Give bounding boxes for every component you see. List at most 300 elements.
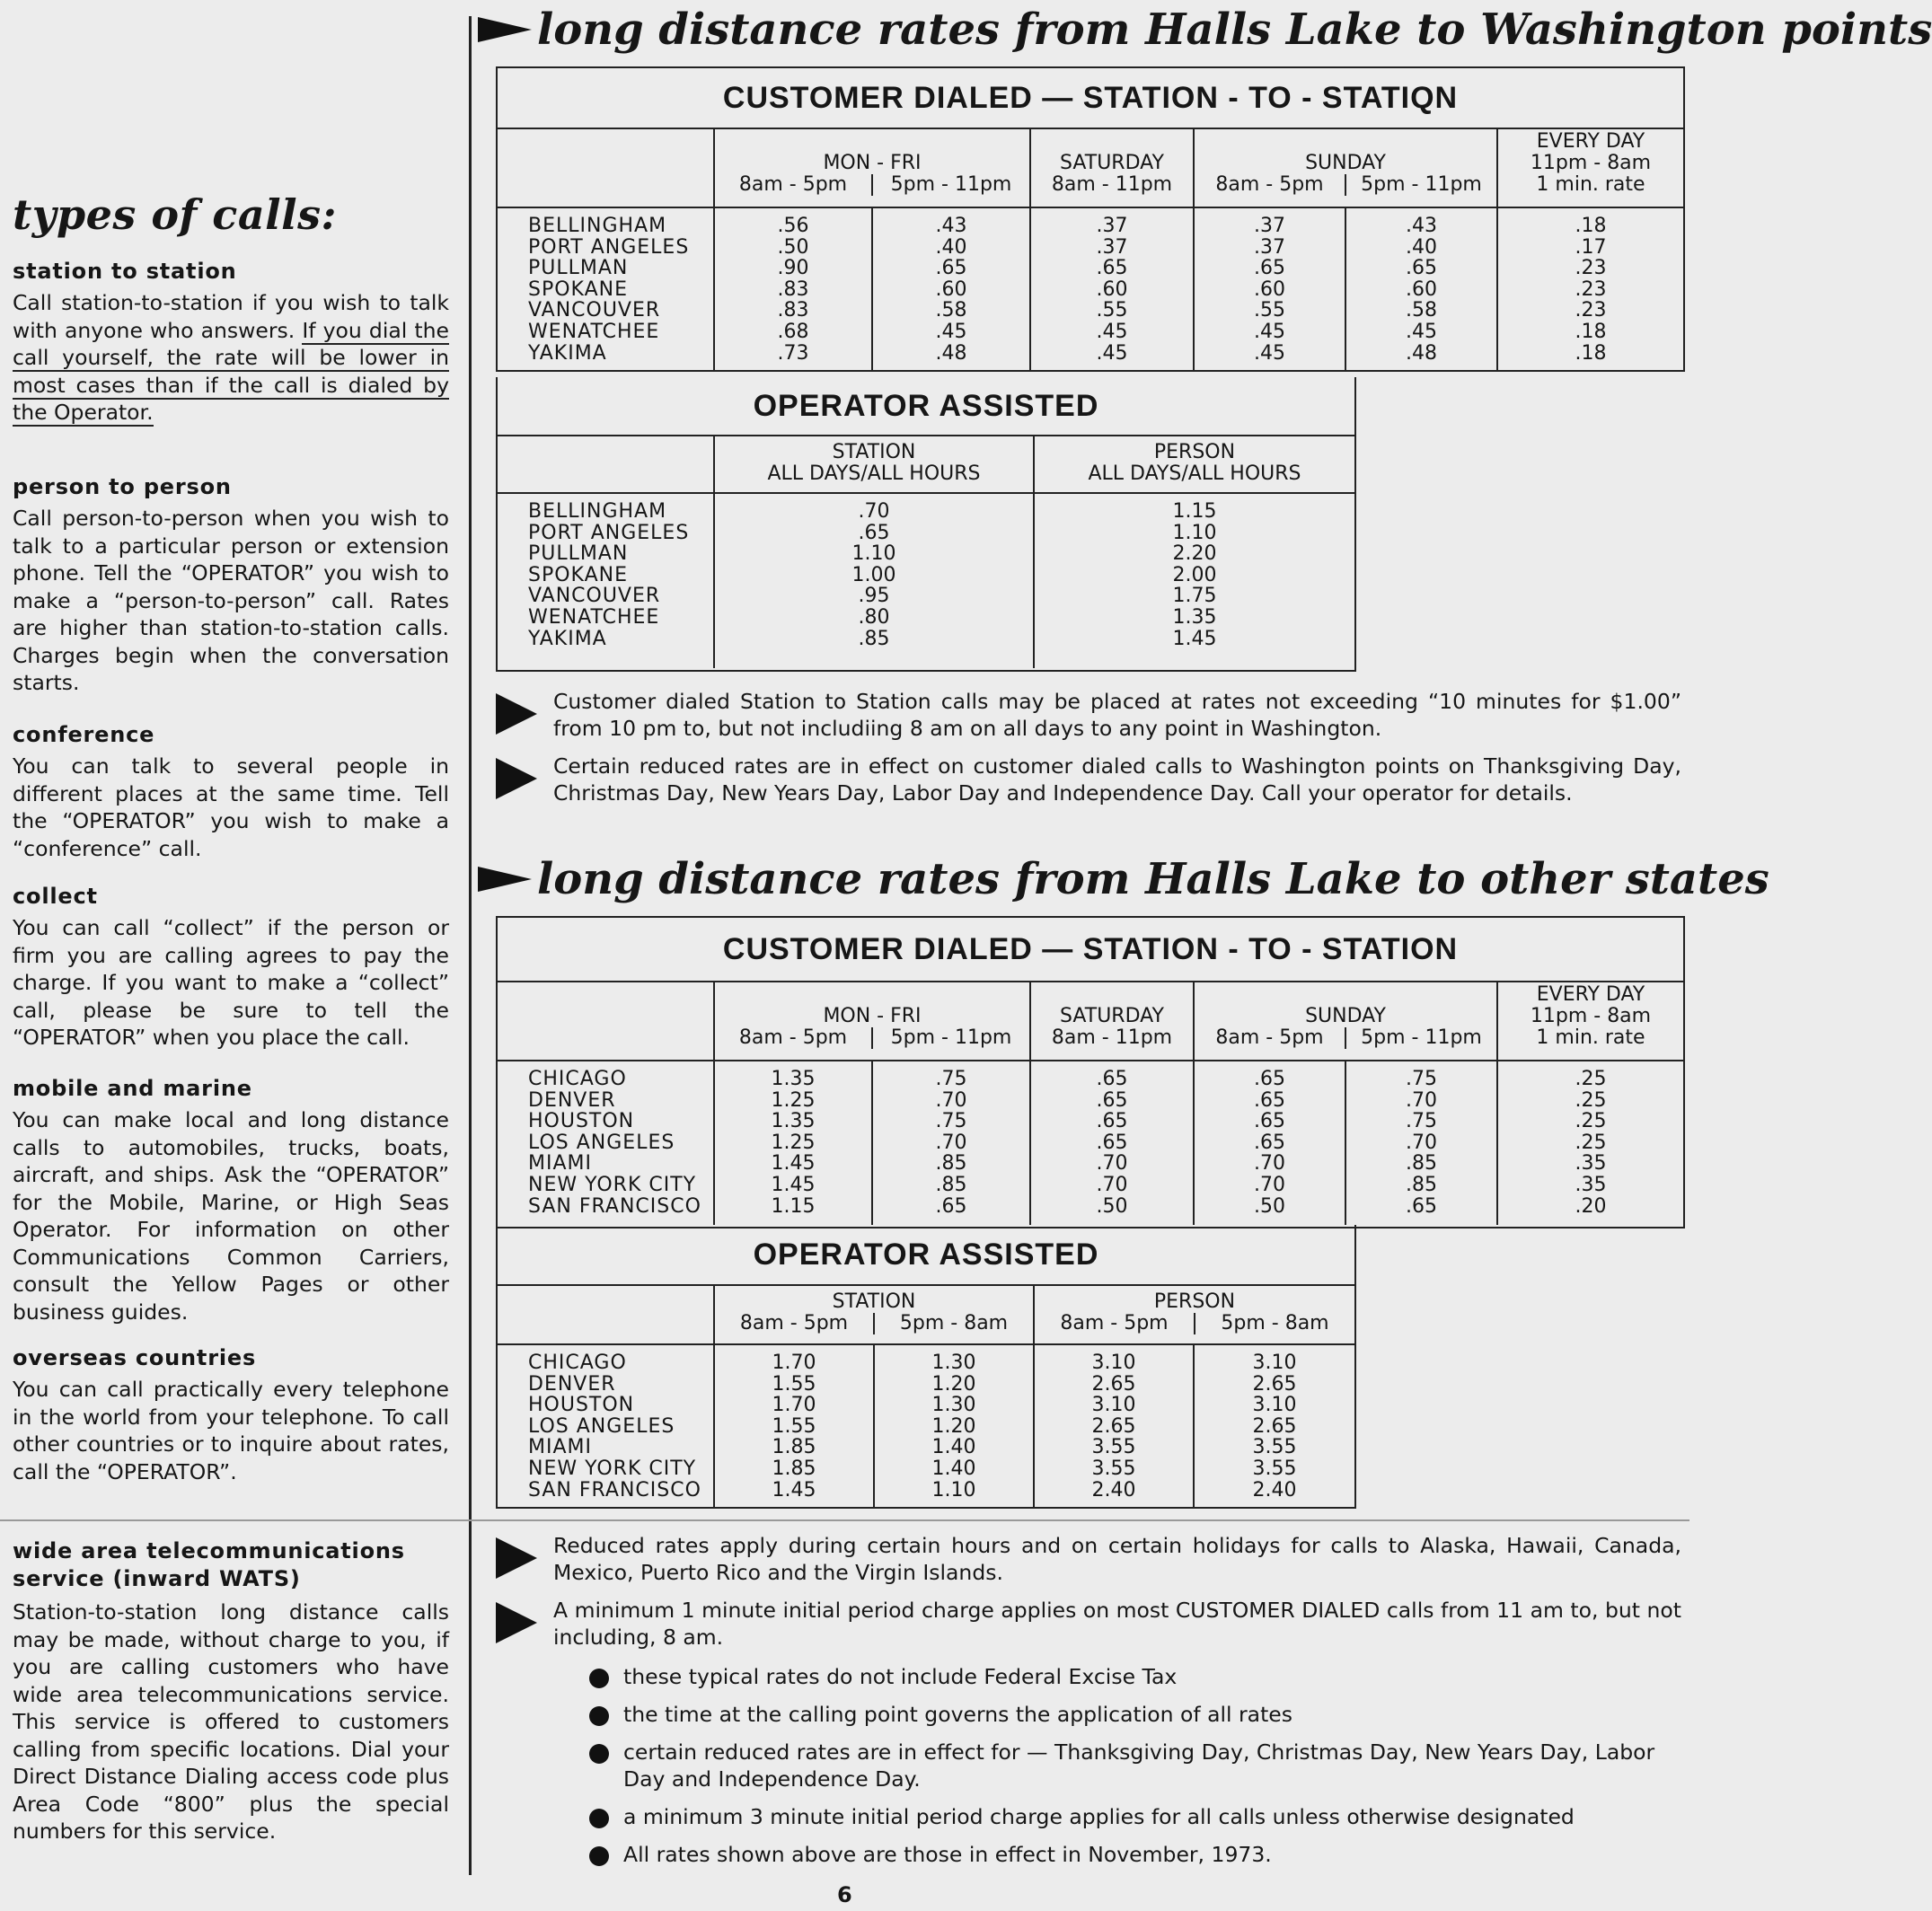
group-label: SUNDAY <box>1305 152 1386 174</box>
section-heading: station to station <box>13 259 237 284</box>
underlined-text: If you dial the call yourself, the rate will be lower in most cases than if the call is dialed by the Operator. <box>13 317 449 425</box>
header-saturday <box>1031 982 1195 1061</box>
table-title: CUSTOMER DIALED — STATION - TO - STATION <box>498 918 1683 982</box>
table-cell: SPOKANE <box>528 563 628 586</box>
header-station <box>715 1286 1035 1345</box>
sub-label: 8am - 5pm <box>715 174 873 196</box>
table-cell: .43 <box>935 215 967 237</box>
table-body <box>498 208 1683 370</box>
table-cell: .37 <box>1254 235 1285 259</box>
header-blank <box>498 982 715 1061</box>
sub-label: 8am - 11pm <box>1051 1026 1173 1049</box>
section-text: Call station-to-station if you wish to talk with anyone who answers. If you dial the call yourself, the rate will be lower in most cases than if the call is dialed by the Operator. <box>13 290 449 425</box>
city-column <box>498 1345 715 1507</box>
sub-label: 8am - 5pm <box>715 1313 875 1334</box>
bullet-text: the time at the calling point governs the application of all rates <box>623 1702 1292 1727</box>
group-label: PERSON <box>1153 1290 1236 1313</box>
table-cell: .25 <box>1575 1131 1607 1154</box>
table-title: OPERATOR ASSISTED <box>498 377 1354 436</box>
header-blank <box>498 1286 715 1345</box>
table-cell: WENATCHEE <box>528 320 660 343</box>
header-saturday <box>1031 129 1195 208</box>
table-body <box>498 1061 1683 1225</box>
table-cell: SPOKANE <box>528 277 628 301</box>
triangle-bullet-icon <box>496 1537 537 1579</box>
rate-column-saturday <box>1031 1061 1195 1225</box>
table-cell: NEW YORK CITY <box>528 1457 697 1480</box>
table-cell: .85 <box>858 627 890 650</box>
table-cell: YAKIMA <box>528 341 607 365</box>
table-cell: .18 <box>1575 320 1607 343</box>
table-cell: 3.10 <box>1091 1394 1136 1417</box>
city-column <box>498 494 715 668</box>
section-conference <box>13 722 449 862</box>
header-person <box>1035 1286 1354 1345</box>
table-cell: .65 <box>1254 1110 1285 1133</box>
table-cell: .70 <box>1406 1088 1437 1112</box>
table-cell: 2.65 <box>1091 1414 1136 1438</box>
rate-column-person-night <box>1195 1345 1354 1507</box>
table-cell: .18 <box>1575 341 1607 365</box>
section-heading: overseas countries <box>13 1345 257 1370</box>
rate-column-sunday-evening <box>1346 208 1498 370</box>
header-person <box>1035 436 1354 494</box>
table-cell: 1.10 <box>931 1478 976 1502</box>
sub-label: 1 min. rate <box>1536 173 1645 196</box>
os-note-1 <box>496 1532 1681 1586</box>
table-cell: .35 <box>1575 1152 1607 1176</box>
table-cell: LOS ANGELES <box>528 1414 675 1438</box>
table-cell: 2.65 <box>1091 1372 1136 1396</box>
table-cell: 2.00 <box>1172 563 1217 586</box>
header-mon-fri <box>715 129 1031 208</box>
table-cell: 1.25 <box>771 1131 816 1154</box>
table-cell: BELLINGHAM <box>528 500 667 523</box>
triangle-bullet-icon <box>496 693 537 735</box>
table-cell: 1.10 <box>1172 521 1217 544</box>
triangle-bullet-icon <box>496 1602 537 1643</box>
rate-column-every-day <box>1498 1061 1683 1225</box>
table-cell: 1.15 <box>771 1194 816 1218</box>
group-label: STATION <box>832 441 916 463</box>
table-cell: .23 <box>1575 277 1607 301</box>
section-text: You can call practically every telephone in the world from your telephone. To call other countries or to inquire about rates, call the “OPERATOR”. <box>13 1377 449 1484</box>
header-blank <box>498 129 715 208</box>
table-cell: MIAMI <box>528 1152 592 1176</box>
table-cell: .58 <box>935 299 967 322</box>
table-header-row <box>498 436 1354 494</box>
bullet-1 <box>589 1663 1681 1690</box>
table-header-row <box>498 1286 1354 1345</box>
group-label: PERSON <box>1153 441 1236 463</box>
section-text: You can call “collect” if the person or firm you are calling agrees to pay the charge. If you want to make a “collect” call, please be sure to tell the “OPERATOR” when you place the call. <box>13 915 449 1050</box>
bullet-4 <box>589 1803 1681 1830</box>
table-cell: 2.65 <box>1252 1372 1297 1396</box>
rate-column-person-day <box>1035 1345 1195 1507</box>
sub-label: 8am - 5pm <box>715 1027 873 1049</box>
types-of-calls-column <box>0 0 467 1911</box>
table-cell: .65 <box>935 257 967 280</box>
table-cell: .60 <box>1096 277 1128 301</box>
sub-label: 5pm - 11pm <box>890 173 1012 196</box>
table-cell: .50 <box>1096 1194 1128 1218</box>
bullet-3 <box>589 1739 1681 1792</box>
sub-label: 5pm - 11pm <box>1361 1026 1482 1049</box>
table-cell: HOUSTON <box>528 1110 635 1133</box>
table-cell: .85 <box>935 1152 967 1176</box>
section-text: Call person-to-person when you wish to talk to a particular person or extension phone. Tell the “OPERATOR” you wish to make a “person-to-person” call. Rates are higher than station-to-station calls. Charges begin when the conversation starts. <box>13 506 449 695</box>
table-cell: 2.40 <box>1091 1478 1136 1502</box>
group-label: MON - FRI <box>823 152 922 174</box>
section-heading: wide area telecommunications service (inward WATS) <box>13 1538 405 1591</box>
header-sunday <box>1195 982 1498 1061</box>
table-cell: 3.55 <box>1091 1457 1136 1480</box>
wa-note-2 <box>496 753 1681 806</box>
section-heading: person to person <box>13 474 232 499</box>
bullet-5 <box>589 1841 1681 1868</box>
table-cell: 3.10 <box>1252 1394 1297 1417</box>
table-cell: 2.65 <box>1252 1414 1297 1438</box>
table-cell: 1.40 <box>931 1436 976 1459</box>
table-cell: 3.10 <box>1252 1352 1297 1374</box>
table-cell: 1.35 <box>1172 605 1217 629</box>
table-cell: .45 <box>1254 320 1285 343</box>
table-cell: .73 <box>777 341 809 365</box>
table-cell: .65 <box>1096 1110 1128 1133</box>
table-cell: .45 <box>1406 320 1437 343</box>
table-cell: 1.45 <box>771 1173 816 1196</box>
table-cell: 1.45 <box>771 1152 816 1176</box>
table-cell: PULLMAN <box>528 542 629 566</box>
table-cell: .48 <box>1406 341 1437 365</box>
bullet-text: All rates shown above are those in effect in November, 1973. <box>623 1842 1272 1867</box>
section-mobile-and-marine <box>13 1076 449 1325</box>
table-cell: 1.20 <box>931 1372 976 1396</box>
table-cell: .70 <box>1096 1173 1128 1196</box>
header-station <box>715 436 1035 494</box>
heading-text: long distance rates from Halls Lake to Washington points <box>537 4 1932 55</box>
bullet-dot-icon <box>589 1744 609 1764</box>
rate-column-sunday-evening <box>1346 1061 1498 1225</box>
table-cell: 1.55 <box>772 1414 816 1438</box>
table-cell: .40 <box>1406 235 1437 259</box>
rate-column-station <box>715 494 1035 668</box>
table-cell: .65 <box>1096 257 1128 280</box>
rate-column-sunday-day <box>1195 208 1346 370</box>
rate-column-monfri-evening <box>873 208 1031 370</box>
sub-label: 8am - 11pm <box>1051 173 1173 196</box>
header-every-day <box>1498 129 1683 208</box>
rate-column-every-day <box>1498 208 1683 370</box>
sub-label: 5pm - 11pm <box>1361 173 1482 196</box>
table-cell: 3.10 <box>1091 1352 1136 1374</box>
bullet-2 <box>589 1701 1681 1728</box>
table-cell: YAKIMA <box>528 627 607 650</box>
table-cell: .18 <box>1575 215 1607 237</box>
table-cell: .43 <box>1406 215 1437 237</box>
table-cell: .45 <box>1254 341 1285 365</box>
sub-label: ALL DAYS/ALL HOURS <box>1088 462 1301 485</box>
table-cell: 2.40 <box>1252 1478 1297 1502</box>
group-label: MON - FRI <box>823 1005 922 1027</box>
rate-column-saturday <box>1031 208 1195 370</box>
wa-note-1 <box>496 688 1681 742</box>
table-cell: .60 <box>1254 277 1285 301</box>
table-cell: SAN FRANCISCO <box>528 1194 701 1218</box>
group-label: EVERY DAY <box>1536 983 1645 1006</box>
table-cell: 1.85 <box>772 1436 816 1459</box>
table-cell: .70 <box>1096 1152 1128 1176</box>
heading-text: long distance rates from Halls Lake to other states <box>537 854 1769 904</box>
table-cell: 1.70 <box>772 1352 816 1374</box>
section-heading: mobile and marine <box>13 1076 252 1101</box>
table-cell: 3.55 <box>1252 1436 1297 1459</box>
table-cell: .65 <box>1254 1068 1285 1090</box>
header-sunday <box>1195 129 1498 208</box>
table-title: CUSTOMER DIALED — STATION - TO - STATIQN <box>498 68 1683 129</box>
table-cell: 1.30 <box>931 1394 976 1417</box>
section-collect <box>13 884 449 1052</box>
city-column <box>498 208 715 370</box>
table-cell: .37 <box>1096 235 1128 259</box>
pennant-arrow-icon <box>478 867 532 892</box>
table-cell: 1.85 <box>772 1457 816 1480</box>
table-cell: SAN FRANCISCO <box>528 1478 701 1502</box>
table-cell: 1.10 <box>851 542 896 566</box>
bullet-dot-icon <box>589 1669 609 1688</box>
group-label: EVERY DAY <box>1536 130 1645 153</box>
table-cell: 1.45 <box>772 1478 816 1502</box>
sub-label: ALL DAYS/ALL HOURS <box>767 462 981 485</box>
table-cell: .65 <box>1406 257 1437 280</box>
table-title: OPERATOR ASSISTED <box>498 1225 1354 1286</box>
table-cell: .25 <box>1575 1088 1607 1112</box>
table-cell: .56 <box>777 215 809 237</box>
table-header-row <box>498 129 1683 208</box>
section-station-to-station <box>13 259 449 427</box>
table-cell: .70 <box>1254 1152 1285 1176</box>
table-cell: .75 <box>935 1110 967 1133</box>
table-cell: 1.20 <box>931 1414 976 1438</box>
wa-customer-dialed-table <box>496 66 1685 372</box>
os-operator-assisted-table <box>496 1225 1356 1509</box>
table-cell: .65 <box>1254 257 1285 280</box>
triangle-bullet-icon <box>496 758 537 799</box>
table-cell: 3.55 <box>1091 1436 1136 1459</box>
sub-label: 1 min. rate <box>1536 1026 1645 1049</box>
table-cell: .83 <box>777 277 809 301</box>
table-cell: .50 <box>1254 1194 1285 1218</box>
table-cell: .80 <box>858 605 890 629</box>
bullet-dot-icon <box>589 1846 609 1866</box>
table-cell: .65 <box>1096 1068 1128 1090</box>
page-number: 6 <box>837 1882 852 1907</box>
table-cell: 1.00 <box>851 563 896 586</box>
group-label: SATURDAY <box>1060 1005 1164 1027</box>
table-cell: .45 <box>1096 320 1128 343</box>
sub-label: 11pm - 8am <box>1530 1005 1652 1027</box>
table-cell: HOUSTON <box>528 1394 635 1417</box>
table-cell: .58 <box>1406 299 1437 322</box>
group-label: STATION <box>832 1290 916 1313</box>
table-cell: .60 <box>935 277 967 301</box>
table-cell: 3.55 <box>1252 1457 1297 1480</box>
table-cell: 1.70 <box>772 1394 816 1417</box>
os-note-2 <box>496 1597 1681 1651</box>
table-cell: .65 <box>1254 1088 1285 1112</box>
fold-line <box>0 1519 1689 1521</box>
table-cell: .48 <box>935 341 967 365</box>
table-cell: .85 <box>935 1173 967 1196</box>
table-cell: .85 <box>1406 1173 1437 1196</box>
table-cell: 1.35 <box>771 1110 816 1133</box>
table-cell: .25 <box>1575 1068 1607 1090</box>
rate-column-sunday-day <box>1195 1061 1346 1225</box>
table-cell: VANCOUVER <box>528 299 661 322</box>
table-cell: .85 <box>1406 1152 1437 1176</box>
types-of-calls-title: types of calls: <box>13 190 337 239</box>
header-mon-fri <box>715 982 1031 1061</box>
group-label: SATURDAY <box>1060 152 1164 174</box>
table-cell: BELLINGHAM <box>528 215 667 237</box>
rate-column-station-night <box>875 1345 1035 1507</box>
header-every-day <box>1498 982 1683 1061</box>
pennant-arrow-icon <box>478 17 532 42</box>
table-cell: .70 <box>1254 1173 1285 1196</box>
os-customer-dialed-table <box>496 916 1685 1228</box>
table-cell: WENATCHEE <box>528 605 660 629</box>
table-cell: .20 <box>1575 1194 1607 1218</box>
table-cell: .55 <box>1254 299 1285 322</box>
table-cell: .70 <box>935 1131 967 1154</box>
section-person-to-person <box>13 474 449 697</box>
table-cell: LOS ANGELES <box>528 1131 675 1154</box>
table-cell: .17 <box>1575 235 1607 259</box>
note-text: Certain reduced rates are in effect on customer dialed calls to Washington points on Thanksgiving Day, Christmas Day, New Years Day, Labor Day and Independence Day. Call your operator for details. <box>553 753 1681 806</box>
table-cell: .60 <box>1406 277 1437 301</box>
group-label: SUNDAY <box>1305 1005 1386 1027</box>
table-cell: .65 <box>1096 1131 1128 1154</box>
bullet-dot-icon <box>589 1809 609 1828</box>
table-cell: 1.15 <box>1172 500 1217 523</box>
table-cell: MIAMI <box>528 1436 592 1459</box>
rate-column-monfri-day <box>715 208 873 370</box>
table-cell: 1.45 <box>1172 627 1217 650</box>
wa-operator-assisted-table <box>496 377 1356 672</box>
rate-column-person <box>1035 494 1354 668</box>
sub-label: 5pm - 11pm <box>890 1026 1012 1049</box>
table-cell: 1.40 <box>931 1457 976 1480</box>
table-cell: .45 <box>1096 341 1128 365</box>
table-cell: .90 <box>777 257 809 280</box>
table-cell: .25 <box>1575 1110 1607 1133</box>
column-divider <box>469 16 472 1875</box>
table-header-row <box>498 982 1683 1061</box>
table-cell: .65 <box>1096 1088 1128 1112</box>
table-cell: .75 <box>935 1068 967 1090</box>
bullet-text: a minimum 3 minute initial period charge applies for all calls unless otherwise designated <box>623 1804 1575 1829</box>
table-cell: .68 <box>777 320 809 343</box>
sub-label: 8am - 5pm <box>1195 174 1346 196</box>
sub-label: 5pm - 8am <box>1221 1312 1329 1334</box>
table-cell: 1.35 <box>771 1068 816 1090</box>
rate-column-monfri-evening <box>873 1061 1031 1225</box>
table-cell: .70 <box>935 1088 967 1112</box>
table-cell: .65 <box>935 1194 967 1218</box>
table-cell: PORT ANGELES <box>528 235 690 259</box>
table-cell: 1.25 <box>771 1088 816 1112</box>
table-cell: CHICAGO <box>528 1352 627 1374</box>
sub-label: 11pm - 8am <box>1530 152 1652 174</box>
table-cell: VANCOUVER <box>528 585 661 608</box>
heading-washington <box>478 0 1932 61</box>
table-cell: .70 <box>1406 1131 1437 1154</box>
table-cell: CHICAGO <box>528 1068 627 1090</box>
section-text: You can make local and long distance calls to automobiles, trucks, boats, aircraft, and ships. Ask the “OPERATOR” for the Mobile, Marine, or High Seas Operator. For information on other Communications Common Carriers, consult the Yellow Pages or other business guides. <box>13 1107 449 1325</box>
bullet-text: certain reduced rates are in effect for — Thanksgiving Day, Christmas Day, New Years Day, Labor Day and Independence Day. <box>623 1739 1655 1792</box>
table-cell: .37 <box>1254 215 1285 237</box>
table-body <box>498 1345 1354 1507</box>
section-inward-wats <box>13 1537 449 1845</box>
city-column <box>498 1061 715 1225</box>
section-text: Station-to-station long distance calls may be made, without charge to you, if you are calling customers who have wide area telecommunications service. This service is offered to customers calling from specific locations. Dial your Direct Distance Dialing access code plus Area Code “800” plus the special numbers for this service. <box>13 1599 449 1844</box>
table-cell: .23 <box>1575 299 1607 322</box>
rate-column-monfri-day <box>715 1061 873 1225</box>
section-heading: collect <box>13 884 98 909</box>
table-cell: .40 <box>935 235 967 259</box>
section-overseas-countries <box>13 1345 449 1485</box>
header-blank <box>498 436 715 494</box>
table-cell: .65 <box>1254 1131 1285 1154</box>
table-cell: 2.20 <box>1172 542 1217 566</box>
table-cell: DENVER <box>528 1372 616 1396</box>
table-cell: PORT ANGELES <box>528 521 690 544</box>
bullet-text: these typical rates do not include Federal Excise Tax <box>623 1664 1178 1689</box>
note-text: Reduced rates apply during certain hours and on certain holidays for calls to Alaska, Hawaii, Canada, Mexico, Puerto Rico and the Virgin Islands. <box>553 1533 1681 1585</box>
table-cell: .35 <box>1575 1173 1607 1196</box>
bullet-dot-icon <box>589 1706 609 1726</box>
table-cell: .70 <box>858 500 890 523</box>
table-cell: .55 <box>1096 299 1128 322</box>
table-cell: .75 <box>1406 1110 1437 1133</box>
section-heading: conference <box>13 722 155 747</box>
table-cell: .65 <box>1406 1194 1437 1218</box>
table-cell: .95 <box>858 585 890 608</box>
heading-other-states <box>478 848 1769 911</box>
table-cell: 1.30 <box>931 1352 976 1374</box>
table-cell: .45 <box>935 320 967 343</box>
table-body <box>498 494 1354 668</box>
note-text: A minimum 1 minute initial period charge applies on most CUSTOMER DIALED calls from 11 am to, but not including, 8 am. <box>553 1598 1681 1650</box>
table-cell: .83 <box>777 299 809 322</box>
sub-label: 8am - 5pm <box>1035 1313 1195 1334</box>
table-cell: .50 <box>777 235 809 259</box>
table-cell: 1.55 <box>772 1372 816 1396</box>
table-cell: PULLMAN <box>528 257 629 280</box>
section-text: You can talk to several people in different places at the same time. Tell the “OPERATOR” you wish to make a “conference” call. <box>13 753 449 861</box>
table-cell: .23 <box>1575 257 1607 280</box>
table-cell: DENVER <box>528 1088 616 1112</box>
table-cell: NEW YORK CITY <box>528 1173 697 1196</box>
sub-label: 8am - 5pm <box>1195 1027 1346 1049</box>
rate-column-station-day <box>715 1345 875 1507</box>
table-cell: 1.75 <box>1172 585 1217 608</box>
sub-label: 5pm - 8am <box>899 1312 1009 1334</box>
table-cell: .37 <box>1096 215 1128 237</box>
table-cell: .65 <box>858 521 890 544</box>
note-text: Customer dialed Station to Station calls may be placed at rates not exceeding “10 minutes for $1.00” from 10 pm to, but not includiing 8 am on all days to any point in Washington. <box>553 689 1681 741</box>
table-cell: .75 <box>1406 1068 1437 1090</box>
